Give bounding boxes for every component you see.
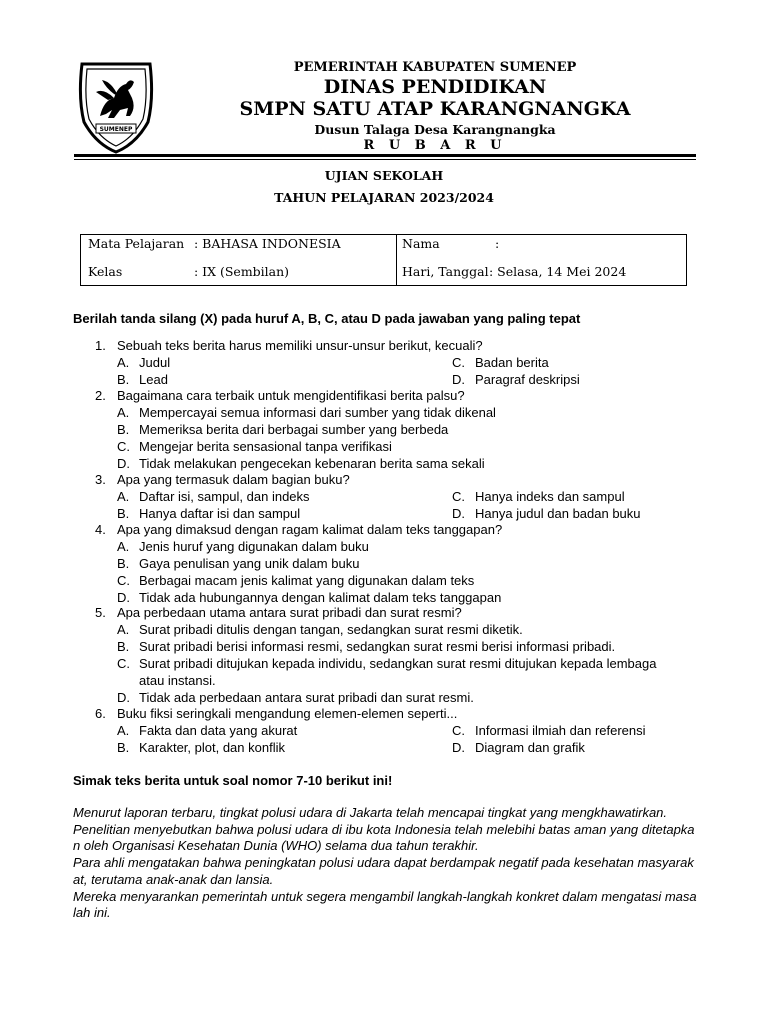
option-letter: A. <box>117 405 130 420</box>
school-district: R U B A R U <box>363 138 507 153</box>
info-box-divider <box>396 235 397 285</box>
option-letter: C. <box>452 723 465 738</box>
option-text: Tidak ada perbedaan antara surat pribadi dan surat resmi. <box>139 690 474 705</box>
option-letter: B. <box>117 422 130 437</box>
option-letter: B. <box>117 506 130 521</box>
option-letter: D. <box>452 740 465 755</box>
passage-paragraph: Penelitian menyebutkan bahwa polusi udara di ibu kota Indonesia telah melebihi batas aman yang ditetapkan oleh Organisasi Kesehatan Dunia (WHO) selama dua tahun terakhir. <box>73 821 695 854</box>
passage-paragraph: Menurut laporan terbaru, tingkat polusi udara di Jakarta telah mencapai tingkat yang mengkhawatirkan. <box>73 805 668 820</box>
option-letter: C. <box>117 573 130 588</box>
exam-title: UJIAN SEKOLAH <box>324 168 444 183</box>
option-text: Berbagai macam jenis kalimat yang digunakan dalam teks <box>139 573 475 588</box>
option-letter: D. <box>117 690 130 705</box>
sumenep-crest-icon <box>74 58 158 154</box>
header-rule-thin <box>74 159 696 160</box>
option-text: Mempercayai semua informasi dari sumber yang tidak dikenal <box>139 405 496 420</box>
option-letter: C. <box>117 656 130 671</box>
question-text: Bagaimana cara terbaik untuk mengidentifikasi berita palsu? <box>117 388 465 403</box>
question-text: Apa yang termasuk dalam bagian buku? <box>117 472 350 487</box>
logo-text: SUMENEP <box>99 126 133 133</box>
option-letter: C. <box>452 355 465 370</box>
option-text: Diagram dan grafik <box>475 740 585 755</box>
option-letter: A. <box>117 622 130 637</box>
name-label: Nama <box>402 236 440 251</box>
option-text: Karakter, plot, dan konflik <box>139 740 285 755</box>
option-text: Tidak ada hubungannya dengan kalimat dalam teks tanggapan <box>139 590 502 605</box>
option-text: Jenis huruf yang digunakan dalam buku <box>139 539 369 554</box>
question-number: 5. <box>95 605 106 620</box>
date-value: : Selasa, 14 Mei 2024 <box>489 264 627 279</box>
option-letter: A. <box>117 539 130 554</box>
option-text: Lead <box>139 372 168 387</box>
option-letter: A. <box>117 489 130 504</box>
option-text: Gaya penulisan yang unik dalam buku <box>139 556 360 571</box>
question-number: 6. <box>95 706 106 721</box>
option-text: Hanya judul dan badan buku <box>475 506 641 521</box>
question-text: Buku fiksi seringkali mengandung elemen-elemen seperti... <box>117 706 458 721</box>
date-label: Hari, Tanggal <box>402 264 489 279</box>
option-text: Surat pribadi ditulis dengan tangan, sedangkan surat resmi diketik. <box>139 622 523 637</box>
question-text: Apa yang dimaksud dengan ragam kalimat dalam teks tanggapan? <box>117 522 503 537</box>
option-text: Informasi ilmiah dan referensi <box>475 723 646 738</box>
option-text: Hanya daftar isi dan sampul <box>139 506 301 521</box>
class-label: Kelas <box>88 264 123 279</box>
passage-instruction: Simak teks berita untuk soal nomor 7-10 berikut ini! <box>73 773 393 788</box>
class-value: : IX (Sembilan) <box>194 264 290 279</box>
option-letter: C. <box>452 489 465 504</box>
question-text: Sebuah teks berita harus memiliki unsur-unsur berikut, kecuali? <box>117 338 483 353</box>
option-text: Mengejar berita sensasional tanpa verifikasi <box>139 439 392 454</box>
option-letter: D. <box>452 372 465 387</box>
question-number: 3. <box>95 472 106 487</box>
option-text: Surat pribadi ditujukan kepada individu, sedangkan surat resmi ditujukan kepada lembaga <box>139 656 657 671</box>
option-letter: B. <box>117 639 130 654</box>
option-text: Tidak melakukan pengecekan kebenaran berita sama sekali <box>139 456 485 471</box>
subject-value: : BAHASA INDONESIA <box>194 236 341 251</box>
option-letter: B. <box>117 372 130 387</box>
question-number: 2. <box>95 388 106 403</box>
option-text: Hanya indeks dan sampul <box>475 489 625 504</box>
news-passage <box>73 805 699 922</box>
option-letter: A. <box>117 723 130 738</box>
school-name: SMPN SATU ATAP KARANGNANGKA <box>239 98 631 120</box>
option-text: Badan berita <box>475 355 549 370</box>
option-text: Daftar isi, sampul, dan indeks <box>139 489 310 504</box>
passage-paragraph: Mereka menyarankan pemerintah untuk segera mengambil langkah-langkah konkret dalam mengatasi masalah ini. <box>73 888 697 921</box>
exam-year: TAHUN PELAJARAN 2023/2024 <box>274 190 494 205</box>
department-name: DINAS PENDIDIKAN <box>323 76 547 98</box>
option-letter: B. <box>117 556 130 571</box>
option-letter: A. <box>117 355 130 370</box>
passage-paragraph: Para ahli mengatakan bahwa peningkatan polusi udara dapat berdampak negatif pada kesehatan masyarakat, terutama anak-anak dan lansia. <box>73 855 694 887</box>
question-text: Apa perbedaan utama antara surat pribadi dan surat resmi? <box>117 605 462 620</box>
option-letter: D. <box>452 506 465 521</box>
option-letter: D. <box>117 456 130 471</box>
exam-info-box <box>80 234 687 286</box>
option-text: Fakta dan data yang akurat <box>139 723 298 738</box>
school-address: Dusun Talaga Desa Karangnangka <box>314 122 556 137</box>
answer-instruction: Berilah tanda silang (X) pada huruf A, B, C, atau D pada jawaban yang paling tepat <box>73 311 581 326</box>
question-number: 4. <box>95 522 106 537</box>
question-number: 1. <box>95 338 106 353</box>
option-text: Paragraf deskripsi <box>475 372 580 387</box>
option-letter: C. <box>117 439 130 454</box>
subject-label: Mata Pelajaran <box>88 236 185 251</box>
header-rule-thick <box>74 154 696 157</box>
option-text-continued: atau instansi. <box>139 673 216 688</box>
option-text: Judul <box>139 355 171 370</box>
option-letter: B. <box>117 740 130 755</box>
option-letter: D. <box>117 590 130 605</box>
option-text: Memeriksa berita dari berbagai sumber yang berbeda <box>139 422 449 437</box>
option-text: Surat pribadi berisi informasi resmi, sedangkan surat resmi berisi informasi pribadi. <box>139 639 616 654</box>
government-name: PEMERINTAH KABUPATEN SUMENEP <box>293 60 577 75</box>
name-value: : <box>495 236 500 251</box>
